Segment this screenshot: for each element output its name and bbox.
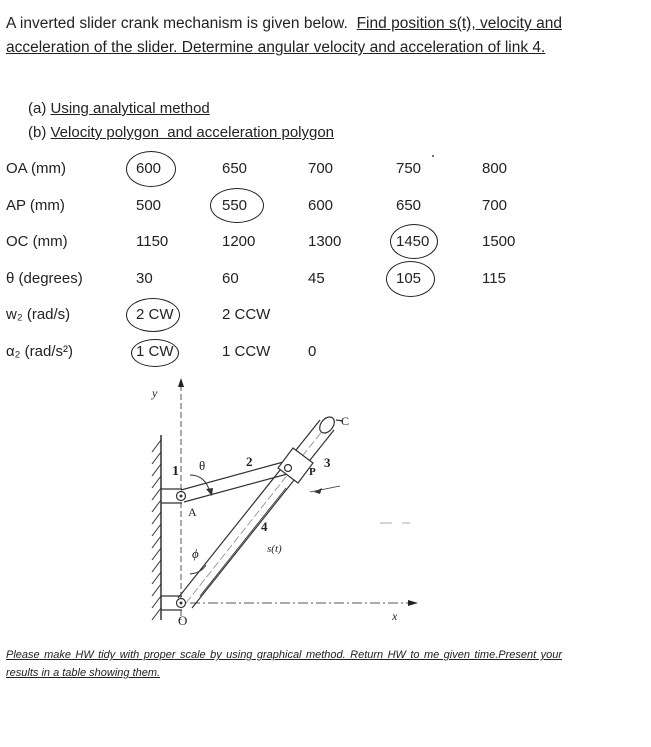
problem-lead: A inverted slider crank mechanism is given below. bbox=[6, 15, 348, 32]
method-analytical: (a) Using analytical method bbox=[28, 100, 210, 117]
end-c bbox=[317, 414, 343, 436]
table-cell: 600 bbox=[136, 160, 162, 177]
method-polygon: (b) Velocity polygon and acceleration polygon bbox=[28, 124, 335, 141]
label-1: 1 bbox=[172, 464, 179, 479]
table-cell: 1 CW bbox=[136, 343, 174, 360]
table-cell: 1500 bbox=[482, 233, 516, 250]
homework-note bbox=[6, 646, 562, 682]
table-cell: 2 CCW bbox=[222, 306, 271, 323]
label-2: 2 bbox=[246, 454, 253, 469]
row-label-alpha2: α₂ (rad/s²) bbox=[6, 343, 73, 360]
table-cell: 0 bbox=[308, 343, 317, 360]
table-cell: 600 bbox=[308, 197, 334, 214]
label-theta: θ bbox=[199, 458, 206, 473]
table-cell: 1200 bbox=[222, 233, 256, 250]
row-label-oa: OA (mm) bbox=[6, 160, 66, 177]
link-2 bbox=[181, 461, 291, 502]
label-a: A bbox=[188, 505, 197, 519]
y-axis-arrow bbox=[178, 378, 184, 387]
homework-note-text: Please make HW tidy with proper scale by using graphical method. Return HW to me given time.Present your results in a table showing them. bbox=[6, 649, 562, 679]
table-cell: 650 bbox=[396, 197, 422, 214]
label-p: P bbox=[309, 466, 316, 478]
label-x: x bbox=[392, 609, 398, 623]
s-dimension-line bbox=[200, 488, 286, 596]
pin-p bbox=[285, 465, 292, 472]
label-c: C bbox=[341, 414, 350, 428]
table-cell: 105 bbox=[396, 270, 422, 287]
table-cell: 800 bbox=[482, 160, 508, 177]
table-cell: 750 bbox=[396, 160, 422, 177]
table-cell: 700 bbox=[482, 197, 508, 214]
label-phi: ϕ bbox=[192, 546, 199, 561]
row-label-theta: θ (degrees) bbox=[6, 270, 83, 287]
label-4: 4 bbox=[261, 519, 268, 534]
table-cell: 700 bbox=[308, 160, 334, 177]
label-s: s(t) bbox=[267, 543, 282, 555]
table-cell: 650 bbox=[222, 160, 248, 177]
problem-task: Find position s(t), velocity and acceleration of the slider. Determine angular velocity and acceleration of link 4. bbox=[6, 15, 562, 56]
table-cell: 30 bbox=[136, 270, 153, 287]
ground-wall bbox=[152, 435, 161, 620]
table-cell: 550 bbox=[222, 197, 248, 214]
table-cell: 2 CW bbox=[136, 306, 174, 323]
label-o: O bbox=[178, 613, 188, 628]
x-axis-arrow bbox=[408, 600, 418, 606]
table-cell: 45 bbox=[308, 270, 325, 287]
table-cell: 1300 bbox=[308, 233, 342, 250]
row-label-w2: w₂ (rad/s) bbox=[6, 306, 71, 323]
slider-block-3 bbox=[278, 448, 313, 483]
link-4 bbox=[178, 420, 334, 608]
row-label-oc: OC (mm) bbox=[6, 233, 68, 250]
table-cell: 1450 bbox=[396, 233, 430, 250]
table-cell: 60 bbox=[222, 270, 239, 287]
table-cell: 1150 bbox=[136, 233, 169, 250]
table-cell: 115 bbox=[482, 270, 506, 287]
table-cell: 1 CCW bbox=[222, 343, 271, 360]
label-3: 3 bbox=[324, 455, 331, 470]
row-label-ap: AP (mm) bbox=[6, 197, 65, 214]
table-cell: 500 bbox=[136, 197, 162, 214]
label-y: y bbox=[152, 386, 158, 400]
method-polygon-text: Velocity polygon and acceleration polygon bbox=[50, 124, 335, 141]
method-analytical-text: Using analytical method bbox=[50, 100, 210, 117]
